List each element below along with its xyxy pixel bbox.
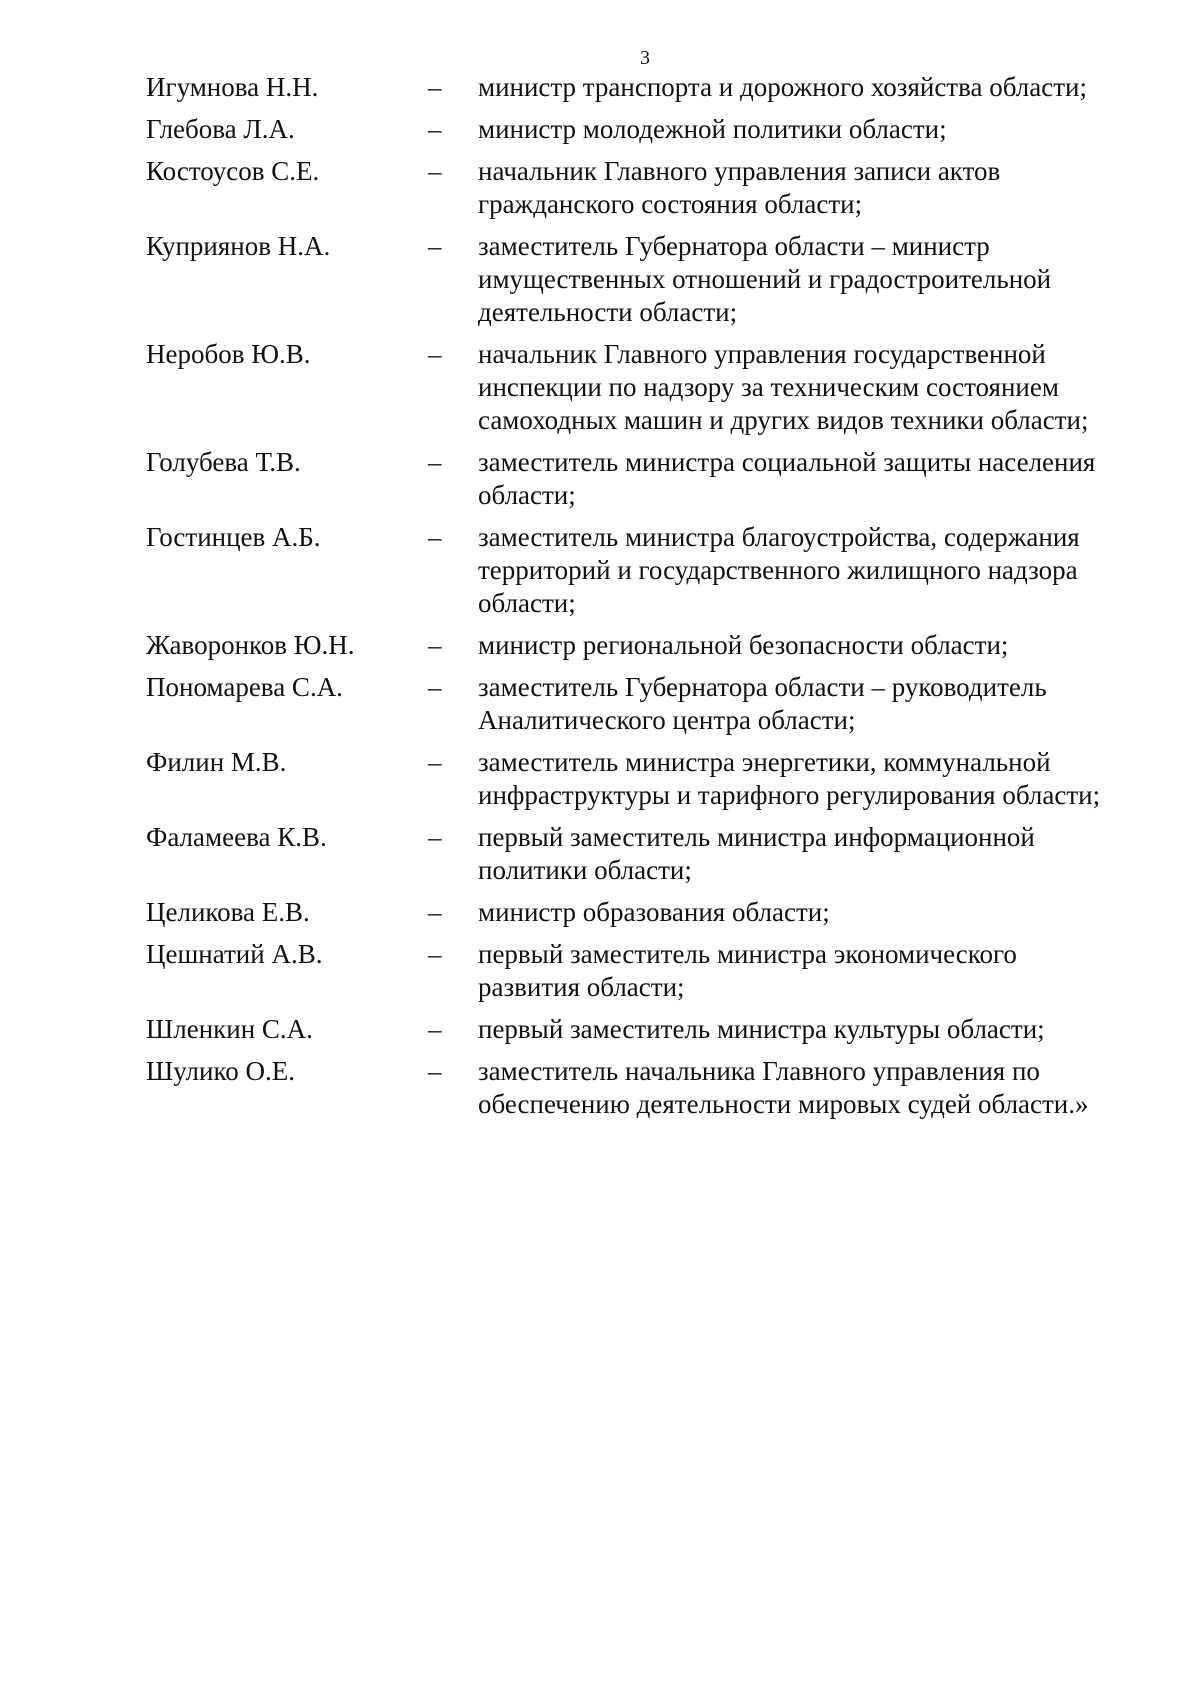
member-position: министр транспорта и дорожного хозяйства области;: [478, 72, 1087, 102]
list-item: [146, 1055, 1166, 1121]
page-number: 3: [640, 47, 650, 69]
dash-separator: –: [428, 897, 442, 927]
dash-separator: –: [428, 156, 442, 186]
member-position: заместитель Губернатора области – министр имущественных отношений и градостроительной деятельности области;: [478, 231, 1052, 327]
list-item: [146, 446, 1166, 512]
member-position: заместитель министра благоустройства, содержания территорий и государственного жилищного надзора области;: [478, 522, 1080, 618]
member-name: Шленкин С.А.: [146, 1014, 313, 1044]
dash-separator: –: [428, 747, 442, 777]
dash-separator: –: [428, 339, 442, 369]
member-position: начальник Главного управления государственной инспекции по надзору за техническим состоянием самоходных машин и других видов техники области;: [478, 339, 1089, 435]
member-position: первый заместитель министра культуры области;: [478, 1014, 1045, 1044]
member-position: первый заместитель министра экономического развития области;: [478, 939, 1017, 1002]
dash-separator: –: [428, 672, 442, 702]
member-name: Целикова Е.В.: [146, 897, 310, 927]
dash-separator: –: [428, 114, 442, 144]
list-item: [146, 521, 1166, 620]
member-position: заместитель Губернатора области – руководитель Аналитического центра области;: [478, 672, 1047, 735]
dash-separator: –: [428, 72, 442, 102]
member-position: заместитель начальника Главного управления по обеспечению деятельности мировых судей области.»: [478, 1056, 1089, 1119]
member-position: министр молодежной политики области;: [478, 114, 947, 144]
dash-separator: –: [428, 939, 442, 969]
member-name: Пономарева С.А.: [146, 672, 343, 702]
list-item: [146, 230, 1166, 329]
dash-separator: –: [428, 522, 442, 552]
member-name: Глебова Л.А.: [146, 114, 295, 144]
list-item: [146, 746, 1166, 812]
dash-separator: –: [428, 447, 442, 477]
member-position: первый заместитель министра информационной политики области;: [478, 822, 1035, 885]
member-name: Цешнатий А.В.: [146, 939, 323, 969]
list-item: [146, 938, 1166, 1004]
list-item: [146, 71, 1166, 104]
member-name: Неробов Ю.В.: [146, 339, 311, 369]
member-name: Гостинцев А.Б.: [146, 522, 321, 552]
list-item: [146, 629, 1166, 662]
dash-separator: –: [428, 1014, 442, 1044]
member-list: [146, 71, 1166, 1130]
member-name: Куприянов Н.А.: [146, 231, 331, 261]
member-name: Филин М.В.: [146, 747, 287, 777]
member-position: заместитель министра социальной защиты населения области;: [478, 447, 1096, 510]
dash-separator: –: [428, 231, 442, 261]
list-item: [146, 113, 1166, 146]
member-name: Фаламеева К.В.: [146, 822, 327, 852]
member-name: Жаворонков Ю.Н.: [146, 630, 355, 660]
member-position: министр региональной безопасности области;: [478, 630, 1009, 660]
list-item: [146, 338, 1166, 437]
list-item: [146, 671, 1166, 737]
member-name: Голубева Т.В.: [146, 447, 301, 477]
list-item: [146, 821, 1166, 887]
member-position: начальник Главного управления записи актов гражданского состояния области;: [478, 156, 1001, 219]
member-name: Костоусов С.Е.: [146, 156, 320, 186]
member-position: заместитель министра энергетики, коммунальной инфраструктуры и тарифного регулирования области;: [478, 747, 1101, 810]
dash-separator: –: [428, 630, 442, 660]
dash-separator: –: [428, 1056, 442, 1086]
member-position: министр образования области;: [478, 897, 830, 927]
member-name: Шулико О.Е.: [146, 1056, 295, 1086]
list-item: [146, 155, 1166, 221]
member-name: Игумнова Н.Н.: [146, 72, 319, 102]
list-item: [146, 1013, 1166, 1046]
list-item: [146, 896, 1166, 929]
dash-separator: –: [428, 822, 442, 852]
